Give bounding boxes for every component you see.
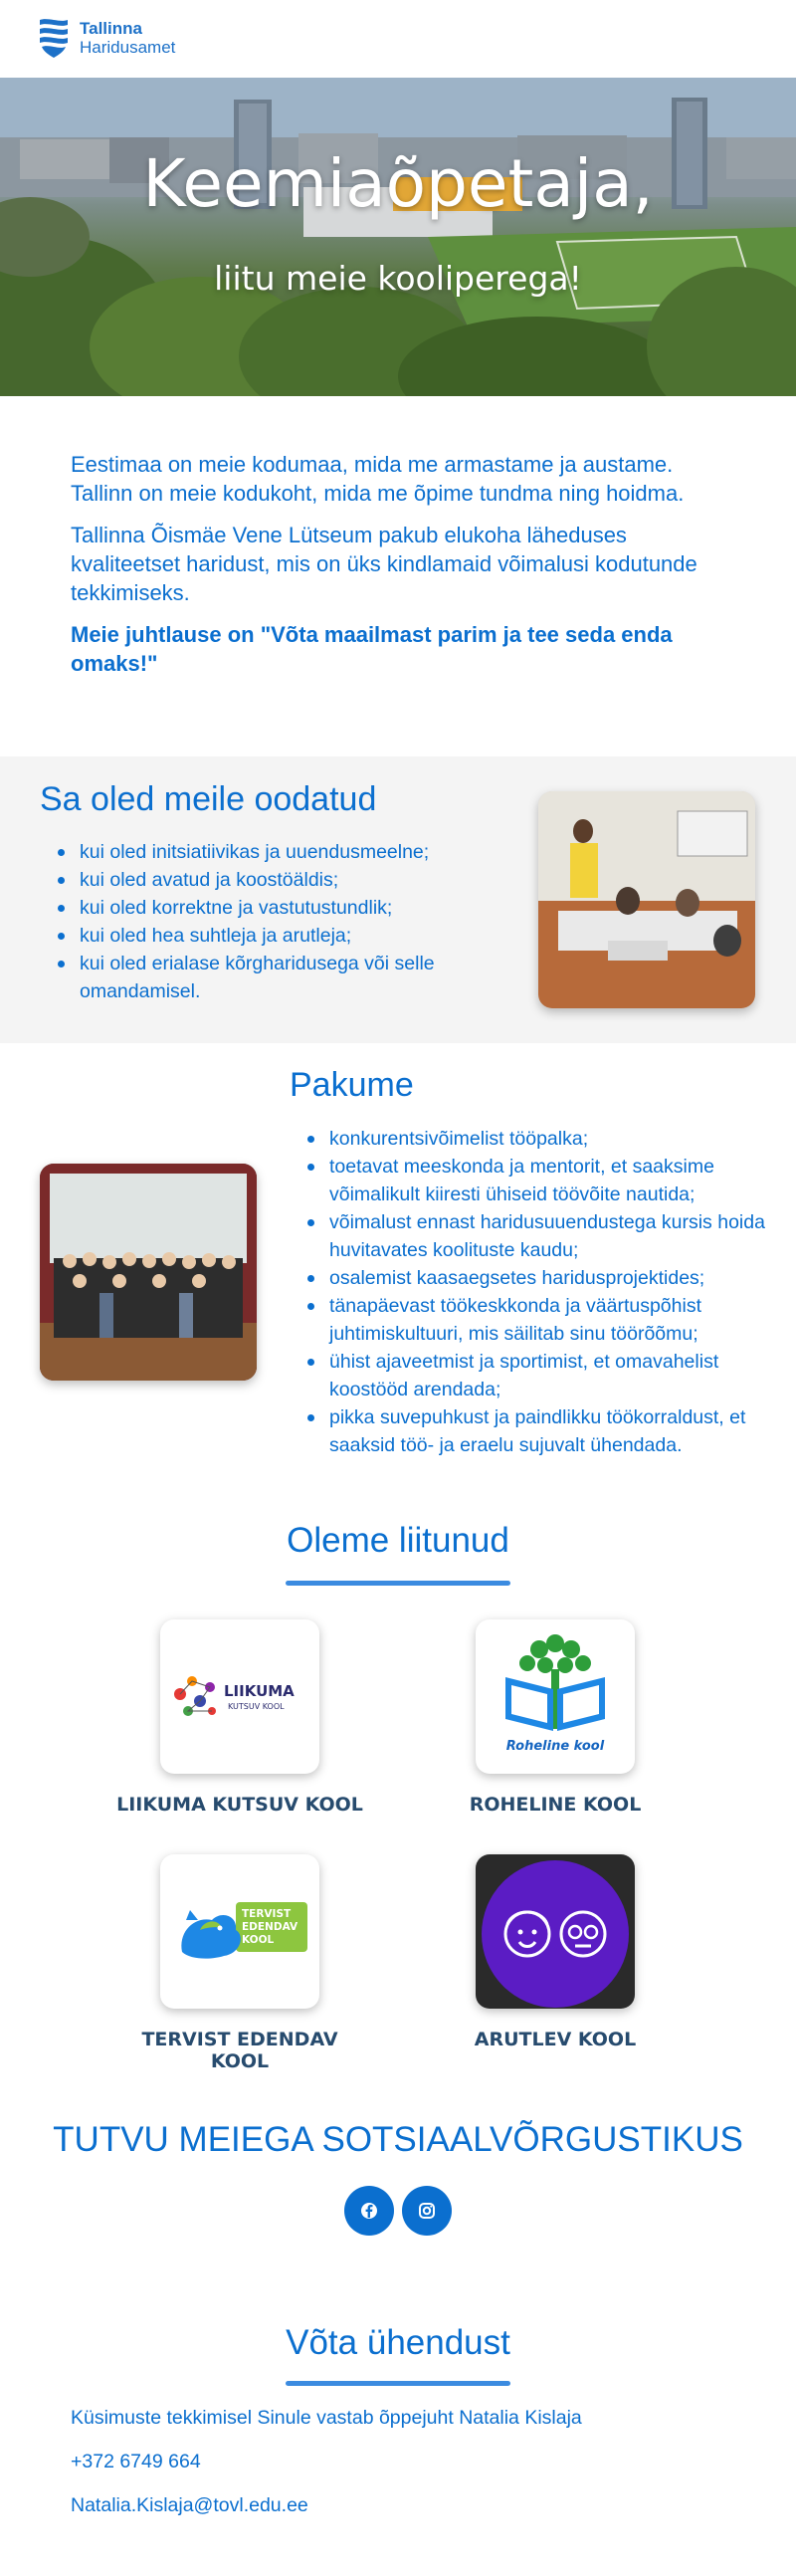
- list-item: toetavat meeskonda ja mentorit, et saaksime võimalikult kiiresti ühiseid töövõite nautida;: [329, 1153, 767, 1208]
- intro-section: [71, 450, 727, 691]
- list-item: pikka suvepuhkust ja paindlikku töökorraldust, et saaksid töö- ja eraelu sujuvalt ühendada.: [329, 1403, 767, 1459]
- logo-line-1: Tallinna: [80, 19, 142, 38]
- hero-subtitle: liitu meie kooliperega!: [214, 259, 582, 298]
- list-item: kui oled korrektne ja vastutustundlik;: [80, 894, 498, 922]
- school-motto: Meie juhtlause on "Võta maailmast parim ja tee seda enda omaks!": [71, 622, 673, 676]
- facebook-button[interactable]: [344, 2186, 394, 2236]
- offer-list: [329, 1125, 767, 1459]
- roheline-kool-logo-icon: [505, 1634, 605, 1731]
- contact-title: Võta ühendust: [286, 2323, 510, 2362]
- classroom-photo: [538, 791, 755, 1008]
- joined-title: Oleme liitunud: [287, 1521, 509, 1560]
- arutlev-kool-logo-icon: [482, 1860, 629, 2008]
- list-item: tänapäevast töökeskkonda ja väärtuspõhist juhtimiskultuuri, mis säilitab sinu töörõõmu;: [329, 1292, 767, 1348]
- joined-title-underline: [286, 1581, 510, 1586]
- instagram-button[interactable]: [402, 2186, 452, 2236]
- list-item: kui oled avatud ja koostöäldis;: [80, 866, 498, 894]
- tervist-edendav-badge[interactable]: [160, 1854, 319, 2009]
- svg-text:EDENDAV: EDENDAV: [242, 1921, 298, 1933]
- logo-line-2: Haridusamet: [80, 38, 176, 57]
- welcome-list: [80, 838, 498, 1005]
- list-item: ühist ajaveetmist ja sportimist, et omavahelist koostööd arendada;: [329, 1348, 767, 1403]
- tallinn-crest-icon: [38, 17, 70, 59]
- contact-phone-link[interactable]: +372 6749 664: [71, 2451, 201, 2472]
- svg-text:KOOL: KOOL: [242, 1934, 275, 1946]
- contact-person-text: Küsimuste tekkimisel Sinule vastab õppejuht Natalia Kislaja: [71, 2407, 582, 2429]
- liikuma-badge-label: LIIKUMA KUTSUV KOOL: [116, 1794, 363, 1816]
- list-item: kui oled hea suhtleja ja arutleja;: [80, 922, 498, 950]
- contact-title-underline: [286, 2381, 510, 2386]
- list-item: kui oled initsiatiivikas ja uuendusmeelne;: [80, 838, 498, 866]
- hero-city-image: [0, 78, 796, 396]
- svg-text:KUTSUV KOOL: KUTSUV KOOL: [228, 1702, 285, 1711]
- svg-text:Roheline kool: Roheline kool: [505, 1739, 605, 1754]
- svg-text:LIIKUMA: LIIKUMA: [224, 1682, 295, 1700]
- intro-paragraph-2: Tallinna Õismäe Vene Lütseum pakub elukoha läheduses kvaliteetset haridust, mis on üks kindlamaid võimalusi kodutunde tekkimiseks.: [71, 523, 697, 605]
- roheline-badge[interactable]: [476, 1619, 635, 1774]
- liikuma-logo-icon: [174, 1676, 216, 1716]
- intro-paragraph-1: Eestimaa on meie kodumaa, mida me armastame ja austame. Tallinn on meie kodukoht, mida me õpime tundma ning hoidma.: [71, 452, 685, 506]
- welcome-title: Sa oled meile oodatud: [40, 780, 377, 818]
- list-item: osalemist kaasaegsetes haridusprojektides;: [329, 1264, 767, 1292]
- staff-group-photo: [40, 1164, 257, 1381]
- arutlev-badge[interactable]: [476, 1854, 635, 2009]
- hero-title: Keemiaõpetaja,: [142, 145, 654, 222]
- svg-text:TERVIST: TERVIST: [242, 1908, 292, 1920]
- tallinn-haridusamet-logo[interactable]: [38, 17, 175, 59]
- hero-banner: [0, 78, 796, 396]
- welcome-section: [0, 756, 796, 1043]
- list-item: võimalust ennast haridusuuendustega kursis hoida huvitavates koolituste kaudu;: [329, 1208, 767, 1264]
- roheline-badge-label: ROHELINE KOOL: [469, 1794, 642, 1816]
- tervist-edendav-badge-label: TERVIST EDENDAV KOOL: [141, 2029, 338, 2072]
- site-header: [0, 0, 796, 78]
- list-item: konkurentsivõimelist tööpalka;: [329, 1125, 767, 1153]
- liikuma-badge[interactable]: [160, 1619, 319, 1774]
- list-item: kui oled erialase kõrgharidusega või selle omandamisel.: [80, 950, 498, 1005]
- offer-title: Pakume: [290, 1066, 414, 1104]
- arutlev-badge-label: ARUTLEV KOOL: [474, 2029, 637, 2050]
- facebook-icon: [359, 2201, 379, 2221]
- contact-email-link[interactable]: Natalia.Kislaja@tovl.edu.ee: [71, 2494, 308, 2516]
- social-title: TUTVU MEIEGA SOTSIAALVÕRGUSTIKUS: [53, 2120, 743, 2159]
- instagram-icon: [417, 2201, 437, 2221]
